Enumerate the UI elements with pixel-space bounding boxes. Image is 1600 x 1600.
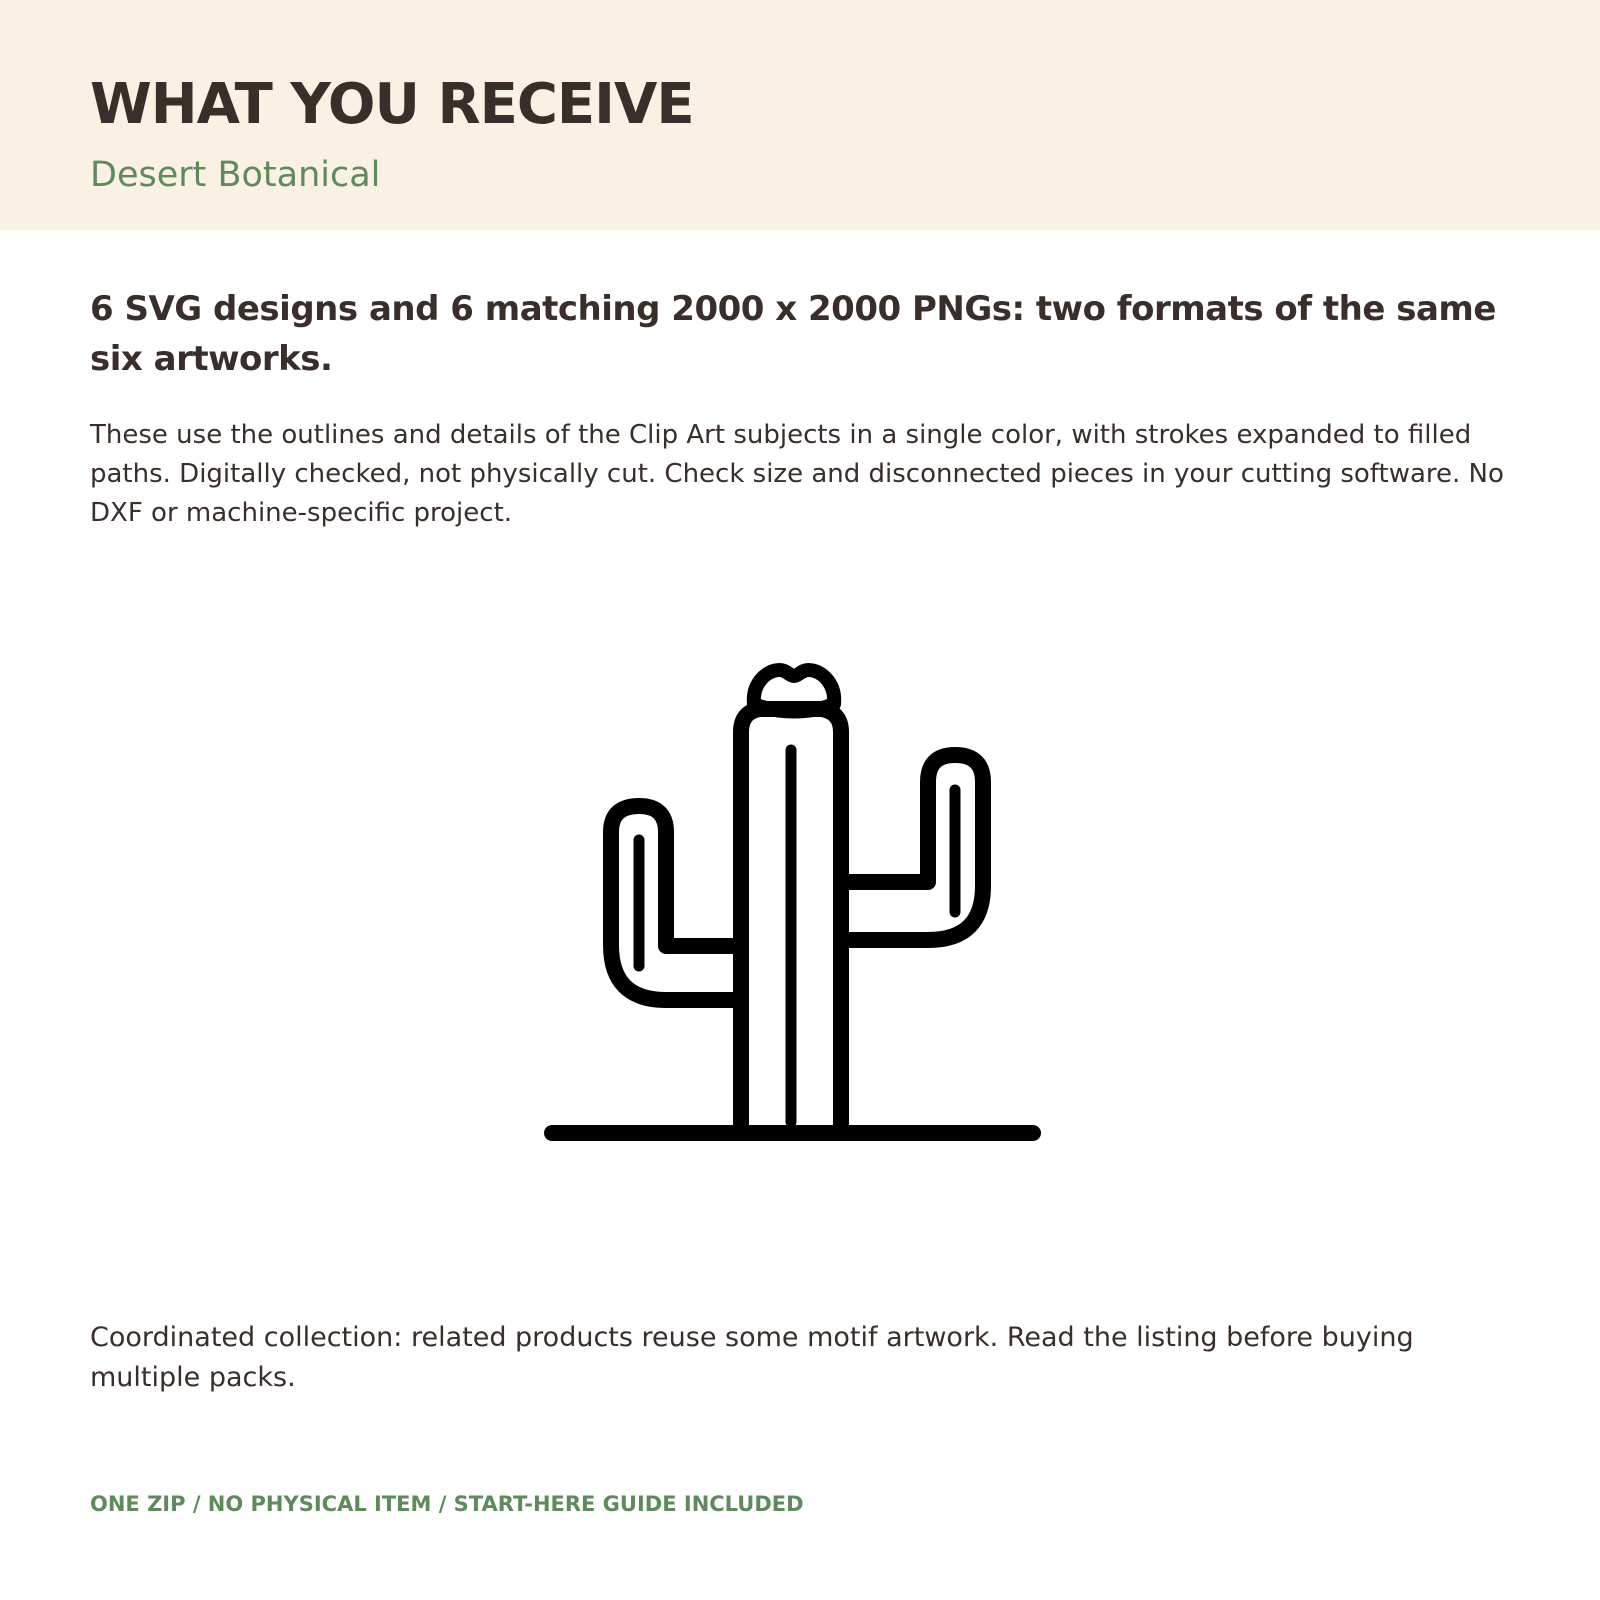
header-banner [0, 0, 1600, 230]
footer-tagline: ONE ZIP / NO PHYSICAL ITEM / START-HERE GUIDE INCLUDED [90, 1492, 804, 1516]
product-description: These use the outlines and details of the Clip Art subjects in a single color, with strokes expanded to filled paths. Digitally checked, not physically cut. Check size and disconnected pieces in your cutting software. No DXF or machine-specific project. [90, 420, 1504, 528]
cactus-icon [540, 640, 1060, 1160]
page-title: WHAT YOU RECEIVE [90, 72, 694, 137]
right-arm [841, 755, 983, 940]
collection-subtitle: Desert Botanical [90, 155, 381, 195]
product-heading: 6 SVG designs and 6 matching 2000 x 2000 PNGs: two formats of the same six artworks. [90, 289, 1496, 379]
collection-note: Coordinated collection: related products reuse some motif artwork. Read the listing before buying multiple packs. [90, 1322, 1414, 1393]
cactus-flower [754, 670, 834, 712]
cactus-illustration [540, 640, 1060, 1160]
left-arm [611, 806, 741, 1000]
